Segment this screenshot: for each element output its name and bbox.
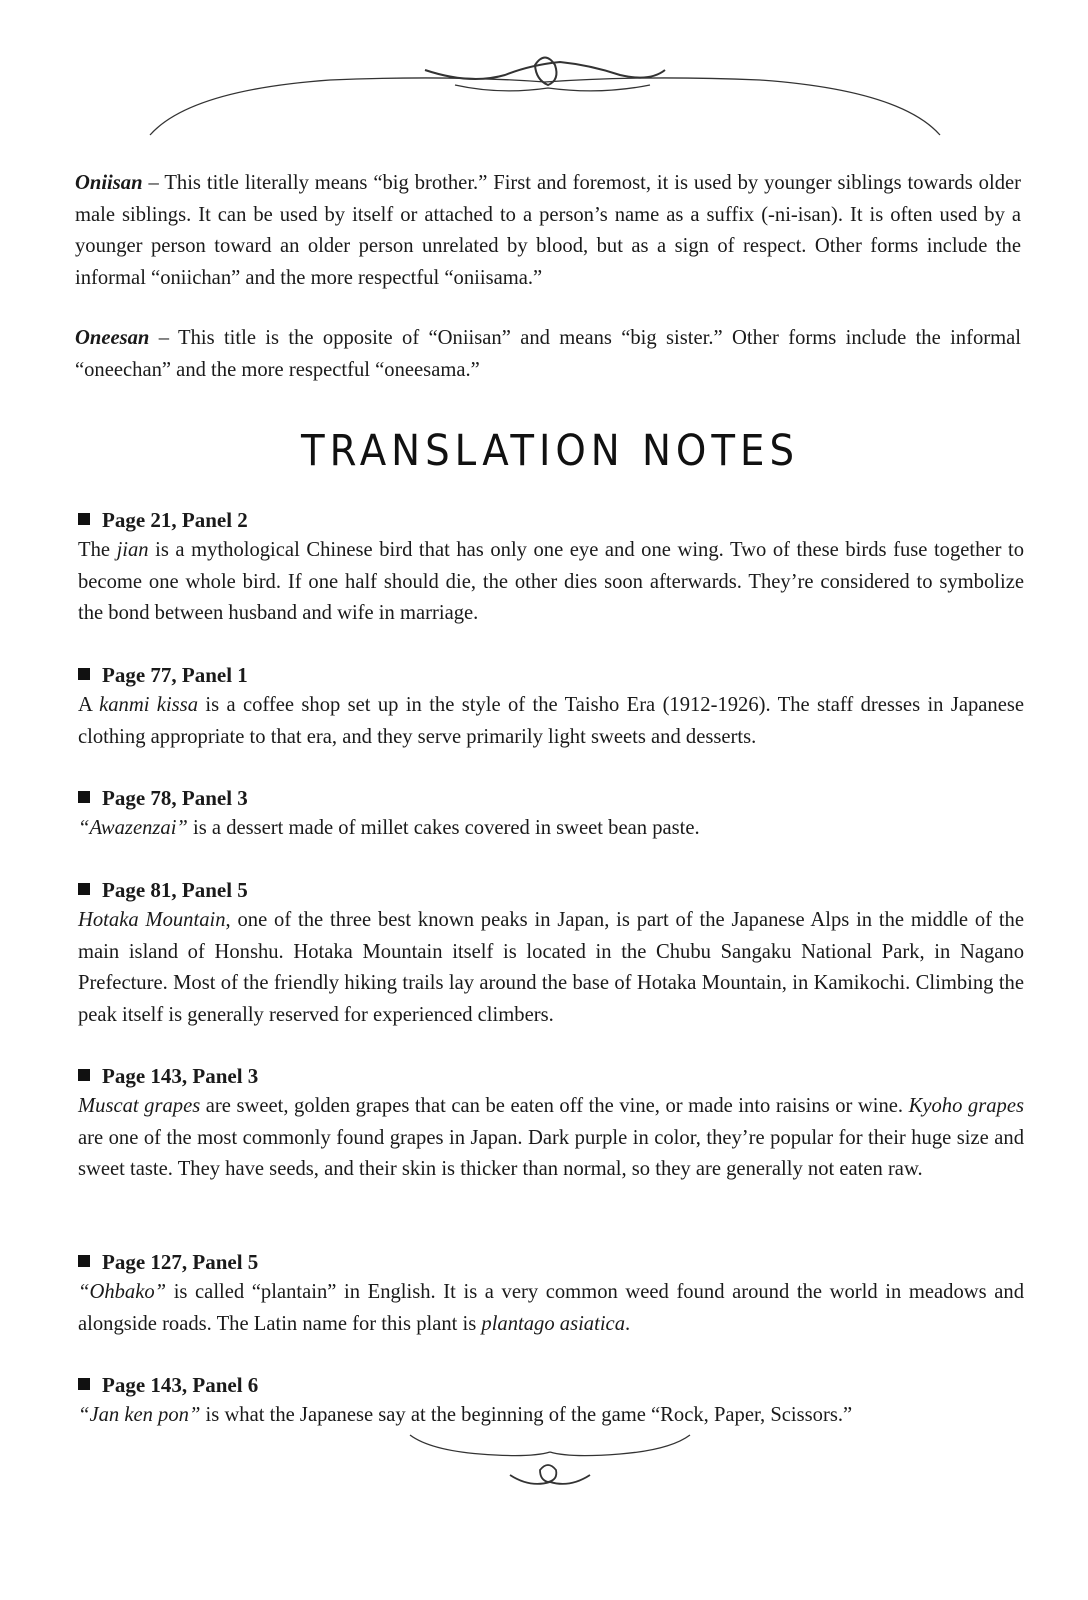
note-heading xyxy=(78,505,1024,535)
note-heading xyxy=(78,1370,1024,1400)
note-body xyxy=(78,690,1024,753)
glossary-entry-oneesan xyxy=(75,323,1021,386)
text: is what the Japanese say at the beginning of the game “Rock, Paper, Scissors.” xyxy=(200,1404,853,1426)
note-body xyxy=(78,813,1024,845)
glossary-definition: – This title literally means “big brother.” First and foremost, it is used by younger siblings towards older male siblings. It can be used by itself or attached to a person’s name as a suffix (-ni-isan). It is often used by a younger person toward an older person unrelated by blood, but as a sign of respect. Other forms include the informal “oniichan” and the more respectful “oniisama.” xyxy=(75,172,1021,289)
text: is a mythological Chinese bird that has only one eye and one wing. Two of these birds fuse together to become one whole bird. If one half should die, the other dies soon afterwards. They’re considered to symbolize the bond between husband and wife in marriage. xyxy=(78,539,1024,624)
note-page-127 xyxy=(78,1247,1024,1340)
text: , one of the three best known peaks in Japan, is part of the Japanese Alps in the middle of the main island of Honshu. Hotaka Mountain itself is located in the Chubu Sangaku National Park, in Nagano Prefecture. Most of the friendly hiking trails lay around the base of Hotaka Mountain, in Kamikochi. Climbing the peak itself is generally reserved for experienced climbers. xyxy=(78,909,1024,1026)
note-heading xyxy=(78,1247,1024,1277)
note-page-81 xyxy=(78,875,1024,1031)
text: is a dessert made of millet cakes covered in sweet bean paste. xyxy=(187,817,700,839)
italic-term: “Awazenzai” xyxy=(78,817,188,839)
italic-term: “Jan ken pon” xyxy=(78,1404,201,1426)
note-heading xyxy=(78,1061,1024,1091)
note-heading-text: Page 77, Panel 1 xyxy=(102,663,248,687)
italic-term: jian xyxy=(116,539,149,561)
square-bullet-icon xyxy=(78,668,90,680)
note-heading xyxy=(78,660,1024,690)
glossary-term: Oneesan xyxy=(75,327,150,349)
note-body xyxy=(78,905,1024,1031)
italic-term: kanmi kissa xyxy=(99,694,198,716)
square-bullet-icon xyxy=(78,513,90,525)
square-bullet-icon xyxy=(78,1255,90,1267)
text: A xyxy=(78,694,100,716)
italic-term: Hotaka Mountain xyxy=(78,909,226,931)
note-body xyxy=(78,1091,1024,1186)
text: The xyxy=(78,539,117,561)
italic-term: “Ohbako” xyxy=(78,1281,167,1303)
italic-term: plantago asiatica xyxy=(481,1312,625,1335)
text: are sweet, golden grapes that can be eaten off the vine, or made into raisins or wine. xyxy=(200,1095,909,1117)
text: is called “plantain” in English. It is a very common weed found around the world in meadows and alongside roads. The Latin name for this plant is xyxy=(78,1281,1024,1335)
note-heading-text: Page 127, Panel 5 xyxy=(102,1250,259,1274)
italic-term: Muscat grapes xyxy=(78,1095,201,1117)
text: . xyxy=(625,1312,631,1335)
section-title: TRANSLATION NOTES xyxy=(300,426,800,476)
note-page-77 xyxy=(78,660,1024,753)
note-heading xyxy=(78,875,1024,905)
note-body xyxy=(78,535,1024,630)
top-ornament xyxy=(0,40,1088,140)
note-heading xyxy=(78,783,1024,813)
square-bullet-icon xyxy=(78,1069,90,1081)
italic-term: Kyoho grapes xyxy=(908,1095,1024,1117)
glossary-definition: – This title is the opposite of “Oniisan” and means “big sister.” Other forms include the informal “oneechan” and the more respectful “oneesama.” xyxy=(75,327,1021,381)
text: is a coffee shop set up in the style of the Taisho Era (1912-1926). The staff dresses in Japanese clothing appropriate to that era, and they serve primarily light sweets and desserts. xyxy=(78,694,1025,748)
glossary-term: Oniisan xyxy=(75,172,143,194)
note-body xyxy=(78,1400,1024,1432)
note-heading-text: Page 81, Panel 5 xyxy=(102,878,248,902)
note-page-143-panel-6 xyxy=(78,1370,1024,1432)
square-bullet-icon xyxy=(78,791,90,803)
note-heading-text: Page 78, Panel 3 xyxy=(102,786,248,810)
note-page-78 xyxy=(78,783,1024,845)
note-page-21 xyxy=(78,505,1024,630)
glossary-entry-oniisan xyxy=(75,168,1021,294)
note-body xyxy=(78,1277,1024,1340)
bottom-ornament xyxy=(0,1430,1088,1510)
text: are one of the most commonly found grapes in Japan. Dark purple in color, they’re popular for their huge size and sweet taste. They have seeds, and their skin is thicker than normal, so they are generally not eaten raw. xyxy=(78,1126,1024,1180)
note-heading-text: Page 143, Panel 3 xyxy=(102,1064,259,1088)
note-heading-text: Page 21, Panel 2 xyxy=(102,508,248,532)
square-bullet-icon xyxy=(78,1378,90,1390)
note-heading-text: Page 143, Panel 6 xyxy=(102,1373,259,1397)
note-page-143-panel-3 xyxy=(78,1061,1024,1186)
square-bullet-icon xyxy=(78,883,90,895)
